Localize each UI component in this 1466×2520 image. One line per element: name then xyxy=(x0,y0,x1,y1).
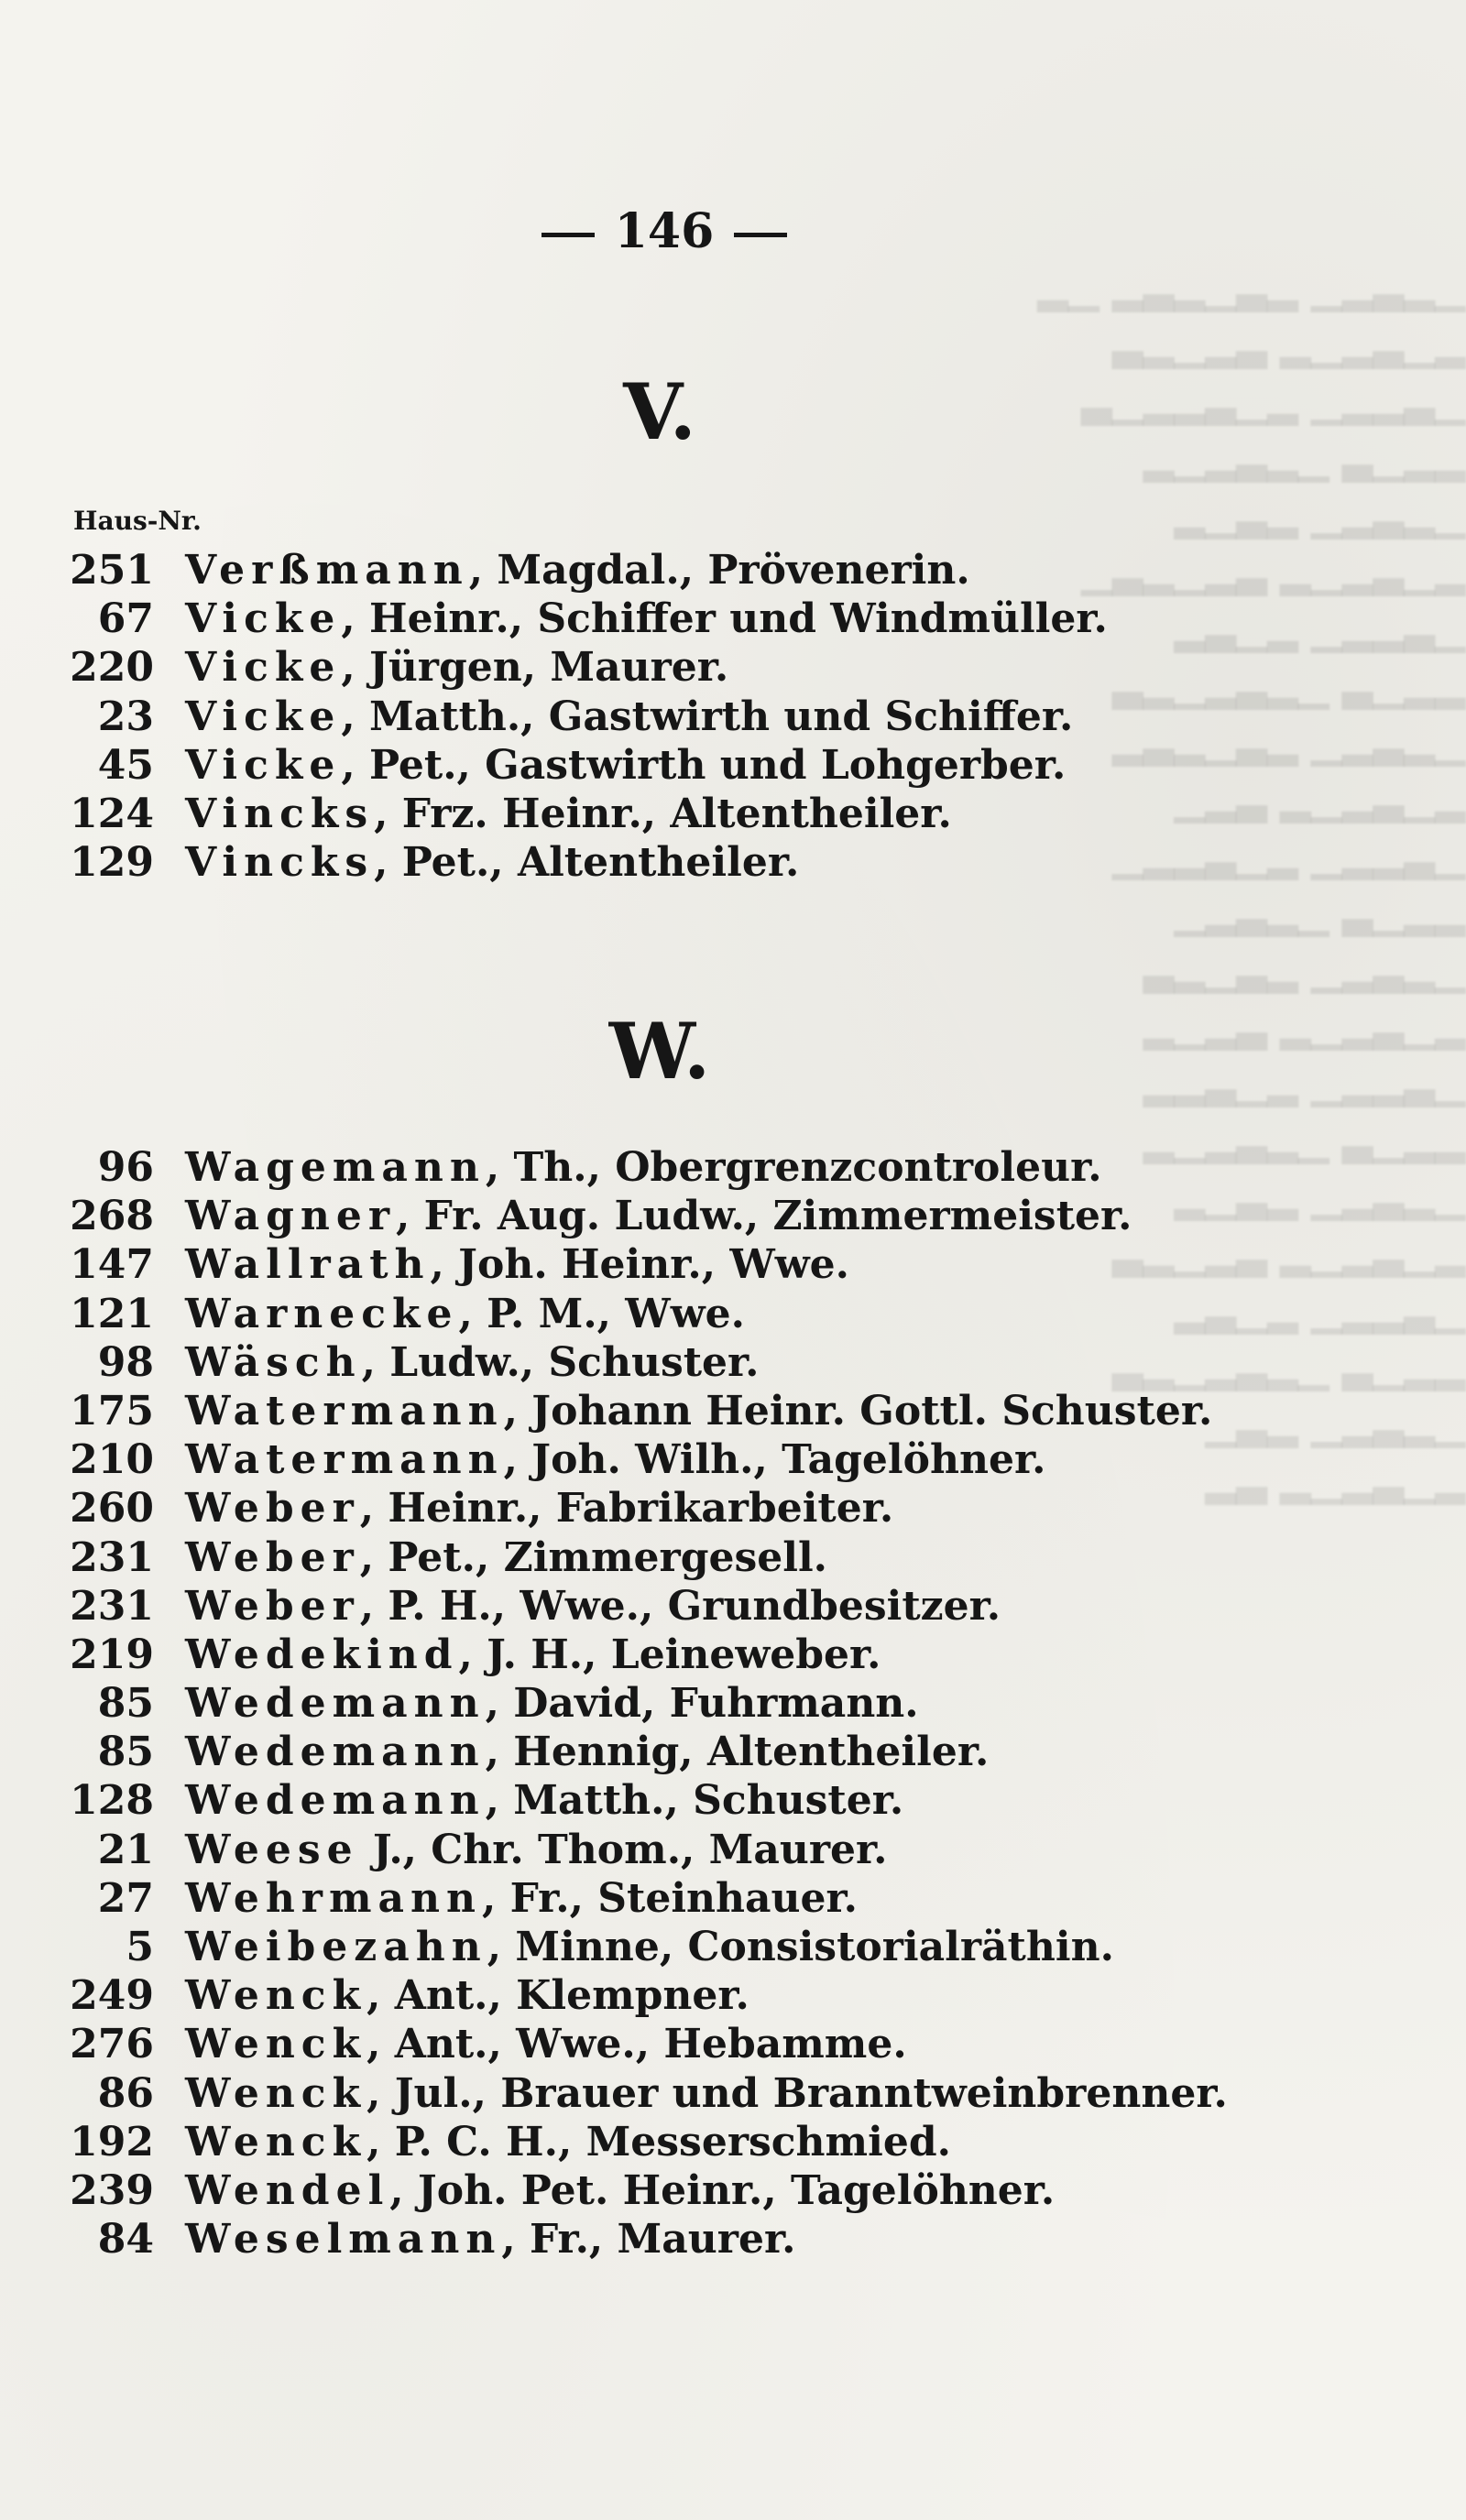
surname: Wedekind xyxy=(185,1631,459,1678)
house-number: 239 xyxy=(70,2166,154,2214)
house-number: 85 xyxy=(97,1680,154,1728)
entry-details: , Pet., Altentheiler. xyxy=(374,839,800,887)
entry-text xyxy=(185,2069,1228,2118)
surname: Wagner xyxy=(185,1193,397,1240)
entry-details: , Magdal., Prövenerin. xyxy=(468,547,970,594)
surname: Wedemann xyxy=(185,1777,486,1825)
house-number: 231 xyxy=(70,1533,154,1581)
house-number: 175 xyxy=(70,1387,154,1435)
entry-text xyxy=(185,1971,749,2020)
house-number: 124 xyxy=(70,790,154,837)
entry-text xyxy=(185,2215,795,2264)
entry-text xyxy=(185,1240,849,1289)
house-number: 27 xyxy=(97,1874,154,1922)
surname: Vicke xyxy=(185,693,342,740)
house-number: 268 xyxy=(70,1193,154,1240)
entry-text xyxy=(185,1728,989,1776)
entry-text xyxy=(185,1338,760,1387)
list-item xyxy=(0,1192,1374,1240)
entry-details: , Ant., Wwe., Hebamme. xyxy=(366,2021,907,2068)
entry-details: , Joh. Heinr., Wwe. xyxy=(430,1241,849,1289)
entry-details: , Jürgen, Maurer. xyxy=(341,644,729,692)
house-number: 67 xyxy=(97,595,154,643)
surname: Vicke xyxy=(185,741,342,789)
list-item xyxy=(0,790,1374,838)
entry-text xyxy=(185,1631,881,1679)
column-header: Haus-Nr. xyxy=(73,506,202,536)
house-number: 128 xyxy=(70,1777,154,1825)
entry-text xyxy=(185,1192,1132,1240)
entry-text xyxy=(185,2020,907,2068)
entry-text xyxy=(185,1143,1102,1192)
entry-text xyxy=(185,1826,888,1874)
surname: Wenck xyxy=(185,1972,367,2020)
list-item xyxy=(0,1971,1374,2020)
entry-text xyxy=(185,1387,1212,1435)
entry-details: , J. H., Leineweber. xyxy=(458,1631,881,1678)
entry-details: , Ludw., Schuster. xyxy=(361,1338,760,1386)
surname: Vicke xyxy=(185,595,342,643)
entry-text xyxy=(185,1435,1045,1484)
entry-text xyxy=(185,1776,903,1825)
entry-list-v xyxy=(0,546,1374,887)
entry-text xyxy=(185,693,1073,741)
surname: Wehrmann xyxy=(185,1874,483,1922)
list-item xyxy=(0,741,1374,790)
entry-text xyxy=(185,1290,745,1338)
house-number: 84 xyxy=(97,2216,154,2264)
entry-details: , P. C. H., Messerschmied. xyxy=(366,2118,951,2165)
entry-text xyxy=(185,1533,827,1582)
surname: Weber xyxy=(185,1533,360,1581)
house-number: 251 xyxy=(70,547,154,594)
entry-details: , Fr., Steinhauer. xyxy=(482,1874,858,1922)
surname: Weibezahn xyxy=(185,1924,487,1970)
house-number: 249 xyxy=(70,1972,154,2020)
entry-details: , Johann Heinr. Gottl. Schuster. xyxy=(503,1387,1213,1435)
list-item xyxy=(0,1631,1374,1679)
surname: Wedemann xyxy=(185,1680,486,1728)
list-item xyxy=(0,1387,1374,1435)
house-number: 220 xyxy=(70,644,154,692)
list-item xyxy=(0,1923,1374,1971)
entry-details: , Heinr., Fabrikarbeiter. xyxy=(359,1485,894,1533)
surname: Wendel xyxy=(185,2166,390,2214)
entry-text xyxy=(185,838,799,887)
entry-details: , Ant., Klempner. xyxy=(366,1972,749,2020)
list-item xyxy=(0,1338,1374,1387)
house-number: 45 xyxy=(97,741,154,789)
surname: Verßmann xyxy=(185,547,469,594)
surname: Weese xyxy=(185,1826,359,1873)
entry-list-w xyxy=(0,1143,1374,2264)
house-number: 192 xyxy=(70,2118,154,2165)
list-item xyxy=(0,2020,1374,2068)
entry-details: , Heinr., Schiffer und Windmüller. xyxy=(341,595,1108,643)
house-number: 5 xyxy=(126,1924,154,1970)
entry-details: , Matth., Schuster. xyxy=(485,1777,904,1825)
house-number: 21 xyxy=(97,1826,154,1873)
entry-text xyxy=(185,790,952,838)
list-item xyxy=(0,2166,1374,2215)
surname: Weselmann xyxy=(185,2216,502,2264)
bleed-through-texture: ▁▂▃▂▁ ▂▃▁▂▃▂ ▁▂ ▂▁▃▂▁▂ ▃▂▁▂▃ ▁▃▂▂▁ ▂▁▃▂▂▁▃ ▂▂▁▃ ▁▂▃▂▁▂ ▁▂▃▂▁ ▂▃▁▂ ▂▁▃▂▁▂ ▃▂▁▂▃▁ ▁▃▂▂▁ ▂▁▃▂ ▂▂▁▃ ▁▂▃▂▁▂▃ ▁▂▃▂▁ ▂▃▁▂▃▂ ▂▁▃▂▁▂ ▃▂▁ ▁▃▂▂▁ ▂▁▃▂▂▁ ▂▂▁▃ ▁▂▃▂▁ ▁▂▃▂▁ ▂▃▁▂▃ ▂▁▃▂▁▂ ▃▂▁▂ ▁▃▂▂▁ ▂▁▃▂▂ ▂▂▁▃ ▁▂▃▂▁▂ ▁▂▃▂▁ ▂▃▁▂ ▂▁▃▂▁▂ ▃▂▁▂▃ ▁▃▂▂▁ ▂▁▃▂ ▂▂▁▃ ▁▂▃▂▁▂▃ ▁▂▃▂▁ ▂▃▁ ▂▁▃▂▁▂ ▃▂ xyxy=(1037,266,1466,1505)
entry-text xyxy=(185,1679,919,1728)
entry-details: , Fr., Maurer. xyxy=(501,2216,796,2264)
surname: Wenck xyxy=(185,2021,367,2068)
surname: Weber xyxy=(185,1485,360,1533)
house-number: 231 xyxy=(70,1582,154,1630)
surname: Watermann xyxy=(185,1436,504,1484)
house-number: 260 xyxy=(70,1485,154,1533)
house-number: 129 xyxy=(70,839,154,887)
surname: Wagemann xyxy=(185,1144,486,1191)
house-number: 98 xyxy=(97,1338,154,1386)
house-number: 96 xyxy=(97,1144,154,1191)
surname: Weber xyxy=(185,1582,360,1630)
entry-details: , P. M., Wwe. xyxy=(458,1290,745,1337)
list-item xyxy=(0,2118,1374,2166)
surname: Wallrath xyxy=(185,1241,431,1289)
entry-details: , P. H., Wwe., Grundbesitzer. xyxy=(359,1582,1001,1630)
list-item xyxy=(0,1874,1374,1923)
surname: Warnecke xyxy=(185,1290,459,1337)
entry-text xyxy=(185,1874,858,1923)
entry-details: , Th., Obergrenzcontroleur. xyxy=(485,1144,1102,1191)
surname: Vicke xyxy=(185,644,342,692)
house-number: 23 xyxy=(97,693,154,740)
list-item xyxy=(0,2069,1374,2118)
entry-details: , Joh. Wilh., Tagelöhner. xyxy=(503,1436,1046,1484)
house-number: 147 xyxy=(70,1241,154,1289)
entry-details: , Joh. Pet. Heinr., Tagelöhner. xyxy=(389,2166,1056,2214)
entry-text xyxy=(185,1484,893,1533)
entry-text xyxy=(185,2166,1055,2215)
entry-text xyxy=(185,2118,951,2166)
entry-details: , Matth., Gastwirth und Schiffer. xyxy=(341,693,1074,740)
entry-details: , Minne, Consistorialräthin. xyxy=(487,1924,1114,1970)
house-number: 86 xyxy=(97,2069,154,2117)
house-number: 276 xyxy=(70,2021,154,2068)
surname: Wenck xyxy=(185,2069,367,2117)
surname: Wenck xyxy=(185,2118,367,2165)
list-item xyxy=(0,1143,1374,1192)
entry-text xyxy=(185,741,1066,790)
house-number: 121 xyxy=(70,1290,154,1337)
page-number: 146 xyxy=(0,203,1329,259)
surname: Wäsch xyxy=(185,1338,362,1386)
house-number: 210 xyxy=(70,1436,154,1484)
section-letter-w: W. xyxy=(608,1006,711,1096)
dash-left xyxy=(542,233,595,237)
list-item xyxy=(0,693,1374,741)
entry-text xyxy=(185,546,970,595)
entry-details: , Jul., Brauer und Branntweinbrenner. xyxy=(366,2069,1228,2117)
list-item xyxy=(0,1240,1374,1289)
entry-text xyxy=(185,1923,1114,1971)
list-item xyxy=(0,1290,1374,1338)
list-item xyxy=(0,1582,1374,1631)
entry-details: , Fr. Aug. Ludw., Zimmermeister. xyxy=(396,1193,1132,1240)
list-item xyxy=(0,1435,1374,1484)
entry-details: J., Chr. Thom., Maurer. xyxy=(358,1826,888,1873)
list-item xyxy=(0,2215,1374,2264)
surname: Vincks xyxy=(185,790,375,837)
list-item xyxy=(0,1679,1374,1728)
list-item xyxy=(0,1826,1374,1874)
entry-details: , David, Fuhrmann. xyxy=(485,1680,919,1728)
dash-right xyxy=(734,233,787,237)
list-item xyxy=(0,546,1374,595)
entry-text xyxy=(185,1582,1001,1631)
house-number: 219 xyxy=(70,1631,154,1678)
entry-text xyxy=(185,643,728,692)
entry-details: , Pet., Zimmergesell. xyxy=(359,1533,827,1581)
list-item xyxy=(0,1533,1374,1582)
section-letter-v: V. xyxy=(623,366,696,457)
list-item xyxy=(0,643,1374,692)
list-item xyxy=(0,595,1374,643)
surname: Vincks xyxy=(185,839,375,887)
surname: Wedemann xyxy=(185,1729,486,1776)
entry-details: , Hennig, Altentheiler. xyxy=(485,1729,990,1776)
surname: Watermann xyxy=(185,1387,504,1435)
list-item xyxy=(0,1484,1374,1533)
entry-text xyxy=(185,595,1108,643)
entry-details: , Frz. Heinr., Altentheiler. xyxy=(374,790,952,837)
house-number: 85 xyxy=(97,1729,154,1776)
entry-details: , Pet., Gastwirth und Lohgerber. xyxy=(341,741,1067,789)
list-item xyxy=(0,838,1374,887)
list-item xyxy=(0,1728,1374,1776)
list-item xyxy=(0,1776,1374,1825)
